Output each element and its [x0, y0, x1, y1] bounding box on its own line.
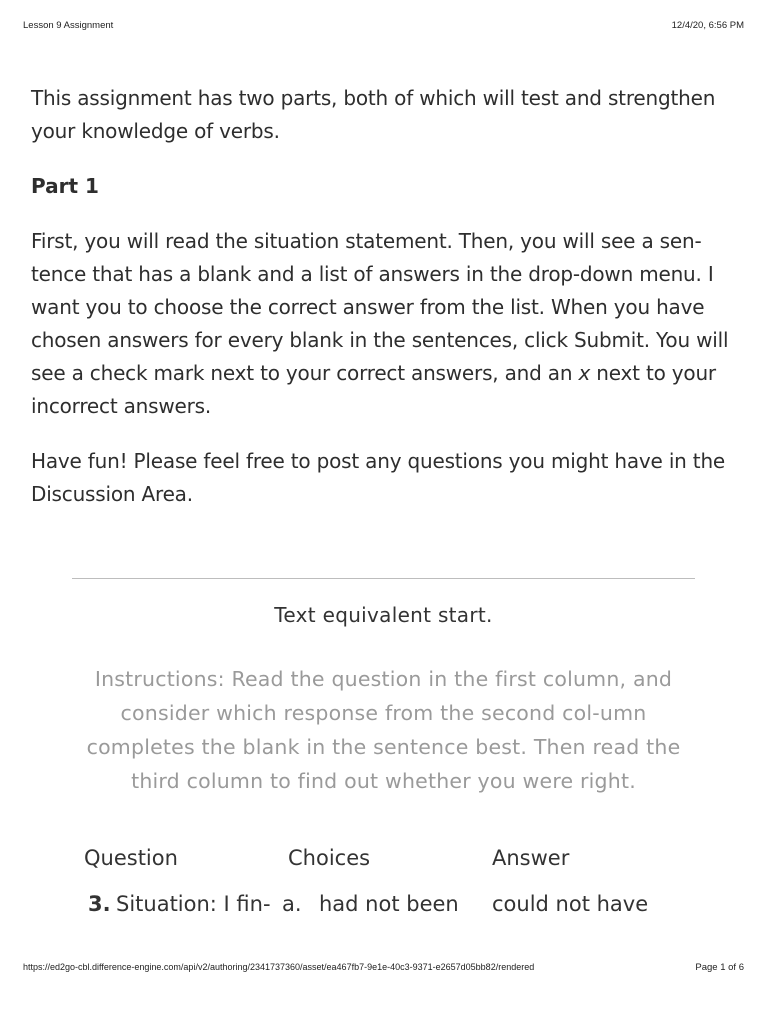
answer-text: could not have	[492, 892, 649, 916]
column-header-choices: Choices	[288, 846, 371, 870]
text-equivalent-instructions: Instructions: Read the question in the first column, and consider which response from the second col-umn completes the blank in the sentence best. Then read the third column to find out whether you were right.	[86, 667, 681, 793]
question-text: Situation: I fin-	[116, 892, 271, 916]
page-url: https://ed2go-cbl.difference-engine.com/api/v2/authoring/2341737360/asset/ea467fb7-9e1e-40c3-9371-e2657d05bb82/rendered	[23, 962, 535, 972]
choice-letter: a.	[282, 892, 302, 916]
instructions-text-1: First, you will read the situation statement. Then, you will see a sen-tence that has a blank and a list of answers in the drop-down menu. I want you to choose the correct answer from the list. When you have chosen answers for every blank in the sentences, click Submit. You will see a check mark next to your correct answers, and an	[31, 229, 729, 385]
assignment-body	[31, 82, 741, 533]
document-title: Lesson 9 Assignment	[23, 20, 114, 31]
section-divider	[72, 578, 695, 579]
choice-text: had not been	[319, 892, 459, 916]
instructions-x: x	[578, 361, 591, 385]
instructions-paragraph	[31, 225, 741, 423]
column-header-question: Question	[84, 846, 178, 870]
part-heading: Part 1	[31, 174, 99, 198]
instructions-text-2: next to your incorrect answers.	[31, 361, 716, 418]
intro-paragraph: This assignment has two parts, both of which will test and strengthen your knowledge of verbs.	[31, 86, 716, 143]
page-number: Page 1 of 6	[695, 962, 744, 973]
closing-paragraph: Have fun! Please feel free to post any questions you might have in the Discussion Area.	[31, 449, 726, 506]
print-timestamp: 12/4/20, 6:56 PM	[671, 20, 744, 31]
column-header-answer: Answer	[492, 846, 570, 870]
question-number: 3.	[88, 892, 111, 916]
text-equivalent-title: Text equivalent start.	[274, 603, 493, 627]
